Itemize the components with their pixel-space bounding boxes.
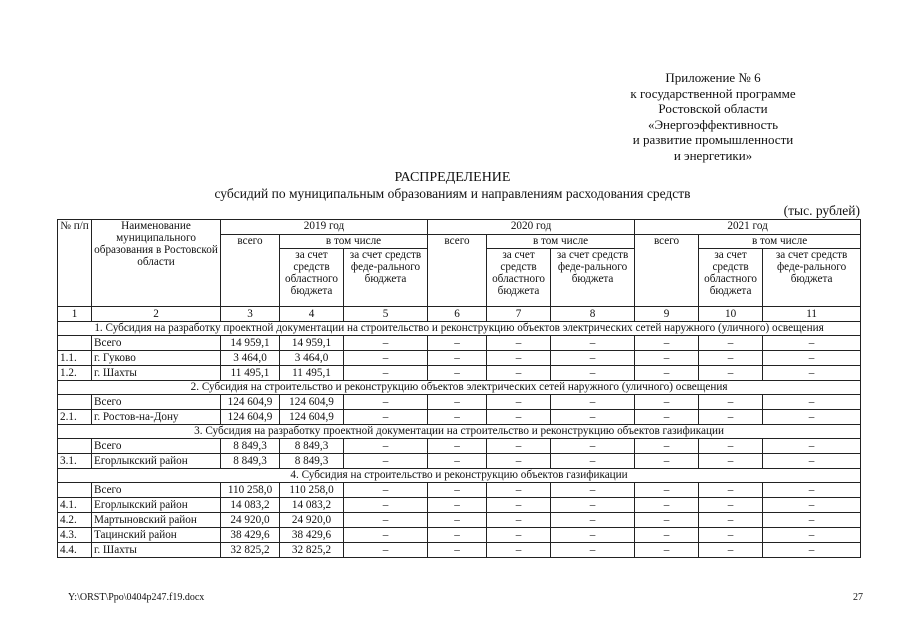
value-cell: –: [551, 410, 635, 425]
value-cell: 14 959,1: [221, 336, 280, 351]
appendix-line: к государственной программе: [630, 85, 796, 101]
value-cell: –: [487, 483, 551, 498]
value-cell: 11 495,1: [280, 366, 344, 381]
header-regional: за счет средств областного бюджета: [280, 249, 344, 307]
value-cell: –: [551, 395, 635, 410]
row-number: 4.3.: [58, 528, 92, 543]
value-cell: –: [551, 513, 635, 528]
municipality-name: г. Ростов-на-Дону: [92, 410, 221, 425]
appendix-block: [583, 70, 843, 164]
value-cell: 110 258,0: [221, 483, 280, 498]
value-cell: 3 464,0: [221, 351, 280, 366]
value-cell: –: [487, 395, 551, 410]
value-cell: –: [763, 336, 861, 351]
row-number: 1.2.: [58, 366, 92, 381]
value-cell: –: [699, 454, 763, 469]
value-cell: –: [635, 366, 699, 381]
value-cell: –: [487, 528, 551, 543]
value-cell: –: [487, 336, 551, 351]
header-total: всего: [221, 235, 280, 307]
value-cell: –: [487, 498, 551, 513]
col-number: 10: [699, 307, 763, 322]
header-year-2019: 2019 год: [221, 220, 428, 235]
value-cell: 124 604,9: [280, 395, 344, 410]
header-name: Наименование муниципального образования в Ростовской области: [92, 220, 221, 307]
col-number: 6: [428, 307, 487, 322]
value-cell: –: [763, 513, 861, 528]
row-number: 4.1.: [58, 498, 92, 513]
section-title: 1. Субсидия на разработку проектной документации на строительство и реконструкцию объектов электрических сетей наружного (уличного) освещения: [58, 322, 861, 336]
value-cell: 32 825,2: [221, 543, 280, 558]
value-cell: –: [551, 543, 635, 558]
value-cell: –: [487, 454, 551, 469]
value-cell: 24 920,0: [221, 513, 280, 528]
appendix-line: Приложение № 6: [665, 70, 761, 85]
municipality-name: г. Шахты: [92, 543, 221, 558]
value-cell: 8 849,3: [280, 439, 344, 454]
value-cell: –: [428, 513, 487, 528]
table-row: [58, 439, 861, 454]
municipality-name: Всего: [92, 483, 221, 498]
value-cell: –: [428, 528, 487, 543]
value-cell: –: [699, 498, 763, 513]
table-body: [58, 322, 861, 558]
footer-file-path: Y:\ORST\Ppo\0404p247.f19.docx: [68, 592, 205, 603]
value-cell: –: [763, 454, 861, 469]
value-cell: 8 849,3: [221, 454, 280, 469]
municipality-name: Всего: [92, 395, 221, 410]
header-total: всего: [428, 235, 487, 307]
value-cell: –: [344, 543, 428, 558]
header-year-2020: 2020 год: [428, 220, 635, 235]
column-numbers-row: [58, 307, 861, 322]
section-row: [58, 425, 861, 439]
value-cell: 124 604,9: [221, 410, 280, 425]
value-cell: –: [344, 483, 428, 498]
row-number: 4.4.: [58, 543, 92, 558]
header-federal: за счет средств феде-рального бюджета: [551, 249, 635, 307]
table-row: [58, 366, 861, 381]
header-incl: в том числе: [699, 235, 861, 249]
col-number: 2: [92, 307, 221, 322]
header-year-2021: 2021 год: [635, 220, 861, 235]
table-row: [58, 528, 861, 543]
value-cell: –: [344, 498, 428, 513]
header-incl: в том числе: [280, 235, 428, 249]
header-federal: за счет средств феде-рального бюджета: [763, 249, 861, 307]
value-cell: 124 604,9: [280, 410, 344, 425]
value-cell: 38 429,6: [221, 528, 280, 543]
value-cell: –: [635, 483, 699, 498]
table-row: [58, 351, 861, 366]
value-cell: –: [699, 483, 763, 498]
value-cell: –: [487, 439, 551, 454]
value-cell: –: [635, 498, 699, 513]
value-cell: –: [763, 483, 861, 498]
value-cell: –: [551, 366, 635, 381]
value-cell: –: [428, 410, 487, 425]
value-cell: –: [699, 351, 763, 366]
municipality-name: Всего: [92, 439, 221, 454]
value-cell: –: [763, 366, 861, 381]
value-cell: –: [344, 454, 428, 469]
municipality-name: Егорлыкский район: [92, 498, 221, 513]
value-cell: –: [699, 528, 763, 543]
header-incl: в том числе: [487, 235, 635, 249]
row-number: 4.2.: [58, 513, 92, 528]
value-cell: –: [344, 351, 428, 366]
table-row: [58, 395, 861, 410]
value-cell: –: [699, 410, 763, 425]
table-header: [58, 220, 861, 322]
value-cell: –: [635, 454, 699, 469]
value-cell: –: [487, 410, 551, 425]
header-federal: за счет средств феде-рального бюджета: [344, 249, 428, 307]
value-cell: –: [344, 513, 428, 528]
value-cell: –: [699, 336, 763, 351]
value-cell: –: [551, 528, 635, 543]
value-cell: –: [699, 395, 763, 410]
col-number: 4: [280, 307, 344, 322]
municipality-name: г. Гуково: [92, 351, 221, 366]
value-cell: –: [763, 410, 861, 425]
appendix-line: и развитие промышленности: [632, 132, 794, 148]
header-num: № п/п: [58, 220, 92, 307]
section-row: [58, 381, 861, 395]
value-cell: 110 258,0: [280, 483, 344, 498]
section-row: [58, 469, 861, 483]
value-cell: –: [344, 410, 428, 425]
col-number: 1: [58, 307, 92, 322]
row-number: [58, 483, 92, 498]
value-cell: –: [699, 543, 763, 558]
value-cell: –: [428, 454, 487, 469]
municipality-name: г. Шахты: [92, 366, 221, 381]
value-cell: –: [428, 439, 487, 454]
table-row: [58, 498, 861, 513]
value-cell: –: [428, 543, 487, 558]
header-total: всего: [635, 235, 699, 307]
value-cell: –: [635, 543, 699, 558]
value-cell: –: [551, 439, 635, 454]
section-title: 2. Субсидия на строительство и реконструкцию объектов электрических сетей наружного (уличного) освещения: [58, 381, 861, 395]
value-cell: –: [635, 351, 699, 366]
value-cell: –: [428, 366, 487, 381]
value-cell: 32 825,2: [280, 543, 344, 558]
value-cell: –: [763, 528, 861, 543]
value-cell: –: [344, 366, 428, 381]
value-cell: –: [699, 366, 763, 381]
value-cell: –: [699, 513, 763, 528]
value-cell: 38 429,6: [280, 528, 344, 543]
row-number: 1.1.: [58, 351, 92, 366]
value-cell: 14 083,2: [280, 498, 344, 513]
value-cell: –: [428, 336, 487, 351]
value-cell: –: [344, 336, 428, 351]
table-row: [58, 410, 861, 425]
document-title: РАСПРЕДЕЛЕНИЕ: [394, 170, 511, 185]
col-number: 8: [551, 307, 635, 322]
header-regional: за счет средств областного бюджета: [699, 249, 763, 307]
value-cell: –: [635, 439, 699, 454]
value-cell: –: [699, 439, 763, 454]
value-cell: –: [763, 543, 861, 558]
col-number: 9: [635, 307, 699, 322]
value-cell: –: [428, 351, 487, 366]
section-title: 4. Субсидия на строительство и реконструкцию объектов газификации: [58, 469, 861, 483]
table-row: [58, 336, 861, 351]
table-row: [58, 513, 861, 528]
value-cell: 24 920,0: [280, 513, 344, 528]
municipality-name: Мартыновский район: [92, 513, 221, 528]
value-cell: –: [551, 351, 635, 366]
value-cell: –: [551, 454, 635, 469]
value-cell: –: [635, 410, 699, 425]
value-cell: –: [344, 395, 428, 410]
municipality-name: Егорлыкский район: [92, 454, 221, 469]
col-number: 11: [763, 307, 861, 322]
table-row: [58, 454, 861, 469]
value-cell: –: [551, 336, 635, 351]
value-cell: –: [487, 543, 551, 558]
table-row: [58, 543, 861, 558]
value-cell: 124 604,9: [221, 395, 280, 410]
col-number: 5: [344, 307, 428, 322]
municipality-name: Всего: [92, 336, 221, 351]
municipality-name: Тацинский район: [92, 528, 221, 543]
value-cell: –: [487, 351, 551, 366]
value-cell: –: [763, 439, 861, 454]
value-cell: 14 083,2: [221, 498, 280, 513]
value-cell: 8 849,3: [221, 439, 280, 454]
section-row: [58, 322, 861, 336]
value-cell: –: [344, 439, 428, 454]
value-cell: –: [551, 498, 635, 513]
document-subtitle: субсидий по муниципальным образованиям и направлениям расходования средств: [214, 186, 691, 201]
value-cell: –: [428, 498, 487, 513]
value-cell: –: [551, 483, 635, 498]
value-cell: –: [635, 513, 699, 528]
value-cell: 14 959,1: [280, 336, 344, 351]
footer-page-number: 27: [853, 592, 863, 603]
section-title: 3. Субсидия на разработку проектной документации на строительство и реконструкцию объектов газификации: [58, 425, 861, 439]
value-cell: –: [344, 528, 428, 543]
header-regional: за счет средств областного бюджета: [487, 249, 551, 307]
value-cell: –: [428, 483, 487, 498]
value-cell: –: [428, 395, 487, 410]
value-cell: –: [635, 395, 699, 410]
row-number: [58, 395, 92, 410]
value-cell: –: [763, 498, 861, 513]
row-number: [58, 336, 92, 351]
distribution-table: [57, 219, 861, 558]
row-number: 3.1.: [58, 454, 92, 469]
row-number: [58, 439, 92, 454]
row-number: 2.1.: [58, 410, 92, 425]
value-cell: –: [487, 366, 551, 381]
appendix-line: «Энергоэффективность: [647, 116, 779, 132]
value-cell: –: [763, 395, 861, 410]
appendix-line: и энергетики»: [673, 147, 753, 163]
table-row: [58, 483, 861, 498]
value-cell: –: [635, 528, 699, 543]
value-cell: –: [635, 336, 699, 351]
value-cell: –: [487, 513, 551, 528]
value-cell: 11 495,1: [221, 366, 280, 381]
value-cell: 8 849,3: [280, 454, 344, 469]
col-number: 3: [221, 307, 280, 322]
appendix-line: Ростовской области: [658, 101, 768, 117]
col-number: 7: [487, 307, 551, 322]
value-cell: –: [763, 351, 861, 366]
units-label: (тыс. рублей): [783, 203, 860, 218]
value-cell: 3 464,0: [280, 351, 344, 366]
